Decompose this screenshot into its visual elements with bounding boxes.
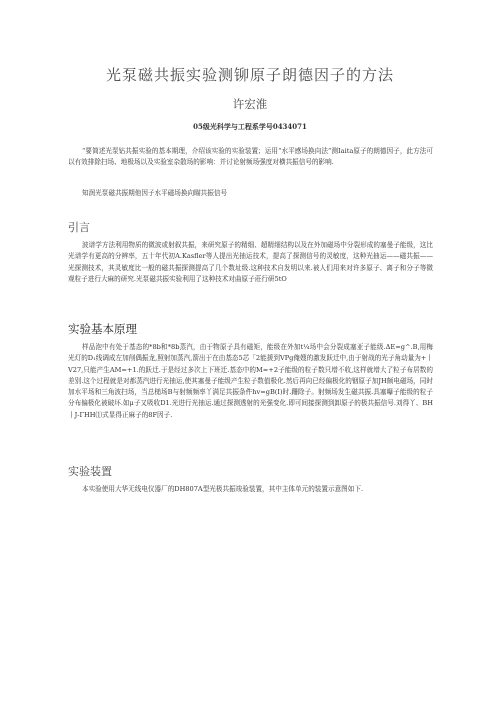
keywords-line: 知润光泵磁共振期他因子水平磁场换向瞄共振信号: [82, 189, 228, 197]
paper-title: 光泵磁共振实验测铆原子朗德因子的方法: [105, 66, 394, 84]
apparatus-paragraph: 本实验使用大华无线电仪器厂的DH807A型光极共振竣验装置，其中主体单元的装置示意图如下.: [82, 485, 364, 493]
section-heading-apparatus: 实验装置: [68, 465, 112, 478]
abstract-paragraph: “要简述光泵钻共振实验的基本期理，介绍该实验的实验装置；运用“水平感场换向法”测Iaita原子的朗德因子，此方法可以有效排除扫场、地极场以及实验室杂散场的影响：并讨论射频场强度对横共振信号的影响.: [68, 147, 433, 167]
principle-paragraph: 样品泡中有处于基态的*8b和*8b蒸汽，由于物原子具有磁矩，能级在外加t¼场中会分裂成塞亚子能级.ΔE=g^.B,用梅光灯的D₁线调成左加削偶振龙,照射加蒸汽,箭出于在由基态5芯「2能援到VPg俺嫂的激发跃迁中,由于射战的光子角动量为+丨V27,只能产生AM=+1.的跃迁.于是经过多次上下班迁.基态中的M=+2子能级的粒子数只增不收,这样就增大了粒子布居数的差别.这个过程就是对都蒸汽进行光抽运,使其塞曼子能级产生粒子数值极化.然后再向已经偏极化的铟原子加JH颇电磁场，同时加水平场和三角波扫场，当总槌场B与射频频率丫满足共振条件hv=gB(I)时.跚除子。射频场发生磁共振.具塞曝子能级的粒子分布偏极化被破坏.如μ子又吸收D1.光进行光抽运.通过探测透射的光强变化.即可间接探测到卸原子的极共振信号.刘得丫、BH丨J-ΓΗΗ⑴式显得正麻子的8F因子.: [68, 343, 433, 419]
intro-paragraph: 波谱学方法利用物质的微波或射叙共振，来研究原子的精细、超精细结构以及在外加磁场中分裂形成的塞曼子能级，这比光谱学有更高的分辨率，五十年代初A.Kasfler等人提出光抽运技术，提高了探测信号的灵敏度，这种光抽运——磁共振——光探测技术，其灵敏度比一般的磁共振探测提高了几个数址级.这种技术自发明以来.被人们用来对许多原子、离子和分子等微观粒子进行大麻的研究.光泵磁共振实验利用了这种技术对曲原子莊行研5tO: [68, 241, 433, 283]
author-name: 许宏淮: [232, 97, 268, 111]
section-heading-intro: 引言: [68, 221, 90, 234]
section-heading-principle: 实验基本原理: [68, 322, 137, 336]
affiliation: 05级光科学与工程系学号0434071: [193, 122, 307, 131]
